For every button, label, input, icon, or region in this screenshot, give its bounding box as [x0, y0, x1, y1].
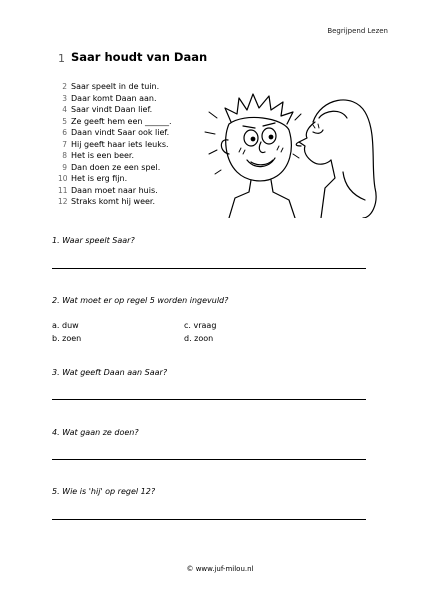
kiss-illustration: [195, 78, 385, 218]
answer-line-3[interactable]: [52, 399, 366, 400]
question-5: 5. Wie is 'hij' op regel 12?: [52, 487, 156, 496]
line-text: Saar speelt in de tuin.: [71, 82, 160, 91]
line-number: 2: [62, 82, 67, 91]
story-title: Saar houdt van Daan: [71, 50, 208, 64]
line-number: 4: [62, 105, 67, 114]
question-3: 3. Wat geeft Daan aan Saar?: [52, 368, 168, 377]
line-number: 8: [62, 151, 67, 160]
title-line-number: 1: [58, 52, 65, 65]
question-4: 4. Wat gaan ze doen?: [52, 428, 139, 437]
line-number: 9: [62, 162, 67, 172]
line-text: Daan moet naar huis.: [71, 185, 158, 195]
line-text: Saar vindt Daan lief.: [71, 105, 153, 114]
line-number: 6: [62, 128, 67, 137]
line-number: 7: [62, 139, 67, 149]
option-d: d. zoon: [184, 334, 214, 343]
line-text: Dan doen ze een spel.: [71, 162, 161, 172]
answer-line-4[interactable]: [52, 459, 366, 460]
line-text: Daar komt Daan aan.: [71, 93, 157, 103]
line-number: 3: [62, 93, 67, 103]
option-a: a. duw: [52, 321, 79, 330]
line-text: Het is een beer.: [71, 151, 135, 160]
worksheet-category: Begrijpend Lezen: [327, 27, 388, 35]
question-2: 2. Wat moet er op regel 5 worden ingevuld?: [52, 296, 229, 305]
answer-line-1[interactable]: [52, 268, 366, 269]
line-text: Daan vindt Saar ook lief.: [71, 128, 170, 137]
option-c: c. vraag: [184, 321, 217, 330]
line-text: Hij geeft haar iets leuks.: [71, 139, 169, 149]
line-text: Het is erg fijn.: [71, 174, 128, 183]
line-text: Straks komt hij weer.: [71, 197, 156, 206]
line-number: 5: [62, 116, 67, 126]
footer-copyright: © www.juf-milou.nl: [186, 565, 254, 573]
line-number: 10: [58, 174, 68, 183]
line-number: 12: [58, 197, 68, 206]
line-number: 11: [58, 185, 68, 195]
answer-line-5[interactable]: [52, 519, 366, 520]
question-1: 1. Waar speelt Saar?: [52, 236, 135, 245]
option-b: b. zoen: [52, 334, 82, 343]
line-text: Ze geeft hem een ______.: [71, 116, 172, 126]
